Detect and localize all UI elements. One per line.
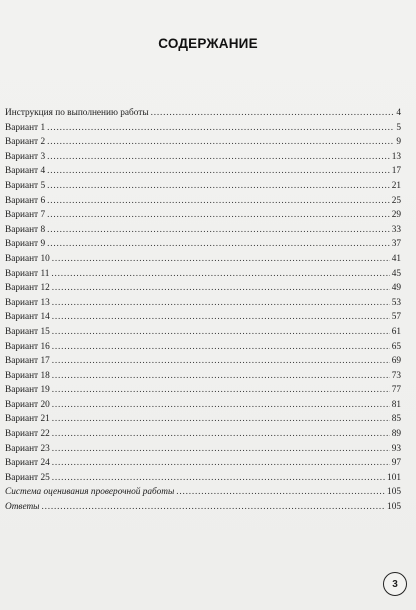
toc-entry-page: 29 [391, 210, 401, 221]
toc-entry-page: 9 [396, 137, 401, 148]
toc-entry-page: 85 [391, 414, 401, 425]
toc-entry [5, 427, 401, 442]
toc-entry-page: 61 [391, 326, 401, 337]
toc-entry [5, 412, 401, 427]
toc-entry [5, 223, 401, 238]
toc-dot-leader [51, 267, 389, 282]
toc-entry [5, 296, 401, 311]
toc-entry-label: Вариант 22 [5, 429, 50, 440]
toc-entry-page: 73 [391, 370, 401, 381]
toc-entry-page: 69 [391, 356, 401, 367]
toc-entry-label: Вариант 6 [5, 195, 46, 206]
toc-entry [5, 442, 401, 457]
toc-entry-label: Вариант 12 [5, 283, 50, 294]
toc-dot-leader [47, 121, 394, 136]
toc-entry [5, 500, 401, 515]
toc-entry [5, 267, 401, 282]
toc-entry [5, 369, 401, 384]
toc-entry-label: Вариант 2 [5, 137, 46, 148]
toc-entry-page: 57 [391, 312, 401, 323]
toc-entry [5, 164, 401, 179]
toc-entry-label: Вариант 1 [5, 122, 46, 133]
toc-dot-leader [52, 354, 390, 369]
toc-entry-page: 17 [391, 166, 401, 177]
toc-entry-label: Вариант 14 [5, 312, 50, 323]
toc-entry-page: 25 [391, 195, 401, 206]
toc-entry [5, 135, 401, 150]
page-number-badge: 3 [383, 572, 407, 596]
toc-entry-page: 53 [391, 297, 401, 308]
toc-entry [5, 281, 401, 296]
toc-dot-leader [151, 106, 395, 121]
toc-entry-label: Вариант 8 [5, 224, 46, 235]
toc-entry-label: Вариант 25 [5, 472, 50, 483]
toc-entry-label: Ответы [5, 502, 40, 513]
toc-entry [5, 383, 401, 398]
toc-dot-leader [52, 383, 390, 398]
toc-entry-page: 93 [391, 443, 401, 454]
toc-entry [5, 208, 401, 223]
toc-dot-leader [47, 194, 390, 209]
toc-entry-page: 21 [391, 180, 401, 191]
toc-entry-page: 33 [391, 224, 401, 235]
toc-dot-leader [52, 398, 390, 413]
toc-entry [5, 340, 401, 355]
table-of-contents [5, 106, 401, 515]
toc-entry-page: 77 [391, 385, 401, 396]
toc-entry [5, 310, 401, 325]
toc-entry-label: Вариант 20 [5, 399, 50, 410]
toc-entry-label: Вариант 7 [5, 210, 46, 221]
toc-entry-page: 5 [396, 122, 401, 133]
toc-dot-leader [41, 500, 385, 515]
toc-entry-label: Вариант 19 [5, 385, 50, 396]
toc-entry-page: 65 [391, 341, 401, 352]
toc-dot-leader [47, 150, 390, 165]
toc-dot-leader [52, 340, 390, 355]
toc-entry-page: 101 [387, 472, 401, 483]
toc-entry-label: Вариант 15 [5, 326, 50, 337]
toc-entry-label: Вариант 3 [5, 151, 46, 162]
toc-dot-leader [47, 223, 390, 238]
toc-entry-label: Вариант 23 [5, 443, 50, 454]
toc-entry-page: 49 [391, 283, 401, 294]
toc-entry [5, 179, 401, 194]
toc-entry-page: 97 [391, 458, 401, 469]
toc-dot-leader [52, 252, 390, 267]
toc-entry-label: Вариант 10 [5, 253, 50, 264]
toc-dot-leader [52, 471, 385, 486]
toc-entry-page: 41 [391, 253, 401, 264]
toc-dot-leader [47, 164, 390, 179]
toc-dot-leader [47, 135, 394, 150]
toc-entry [5, 194, 401, 209]
toc-dot-leader [47, 237, 390, 252]
toc-dot-leader [52, 310, 390, 325]
toc-entry-label: Вариант 13 [5, 297, 50, 308]
toc-dot-leader [52, 325, 390, 340]
toc-entry-label: Вариант 21 [5, 414, 50, 425]
toc-entry [5, 485, 401, 500]
toc-dot-leader [52, 296, 390, 311]
toc-entry-label: Вариант 9 [5, 239, 46, 250]
toc-entry-page: 105 [387, 487, 401, 498]
toc-entry [5, 121, 401, 136]
toc-entry-label: Система оценивания проверочной работы [5, 487, 175, 498]
toc-dot-leader [52, 412, 390, 427]
toc-entry [5, 354, 401, 369]
toc-entry-page: 37 [391, 239, 401, 250]
toc-entry-page: 45 [391, 268, 401, 279]
toc-entry [5, 471, 401, 486]
toc-entry-page: 81 [391, 399, 401, 410]
toc-entry-page: 89 [391, 429, 401, 440]
toc-dot-leader [176, 485, 385, 500]
toc-dot-leader [52, 427, 390, 442]
toc-entry [5, 150, 401, 165]
toc-entry [5, 456, 401, 471]
toc-entry-page: 4 [396, 108, 401, 118]
toc-dot-leader [47, 208, 390, 223]
toc-entry [5, 252, 401, 267]
toc-entry-page: 13 [391, 151, 401, 162]
toc-entry-label: Вариант 4 [5, 166, 46, 177]
toc-entry-label: Вариант 16 [5, 341, 50, 352]
toc-entry-label: Вариант 17 [5, 356, 50, 367]
toc-dot-leader [52, 442, 390, 457]
toc-entry-label: Вариант 5 [5, 180, 46, 191]
toc-dot-leader [52, 369, 390, 384]
toc-entry-label: Вариант 18 [5, 370, 50, 381]
toc-entry [5, 237, 401, 252]
toc-entry [5, 106, 401, 121]
toc-entry-page: 105 [387, 502, 401, 513]
toc-entry [5, 398, 401, 413]
toc-dot-leader [52, 456, 390, 471]
toc-dot-leader [47, 179, 390, 194]
toc-dot-leader [52, 281, 390, 296]
page-title: СОДЕРЖАНИЕ [158, 36, 258, 51]
toc-entry-label: Вариант 24 [5, 458, 50, 469]
toc-entry [5, 325, 401, 340]
toc-entry-label: Инструкция по выполнению работы [5, 108, 149, 118]
toc-entry-label: Вариант 11 [5, 268, 50, 279]
